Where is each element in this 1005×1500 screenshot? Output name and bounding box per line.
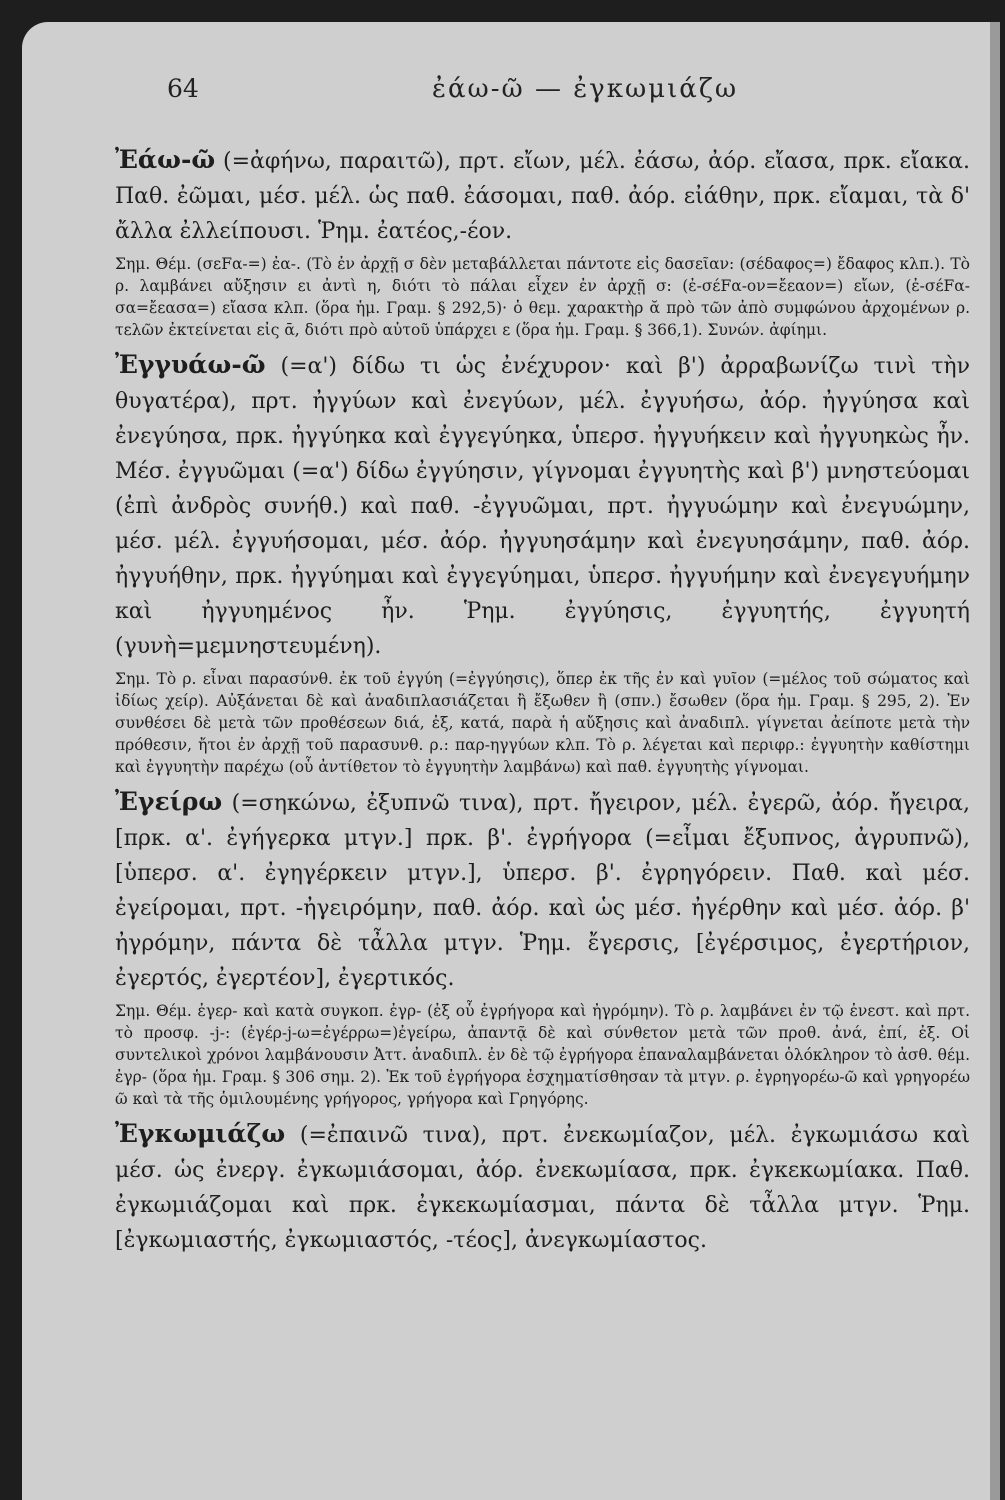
entry-text: (=α') δίδω τι ὡς ἐνέχυρον· καὶ β') ἀρραβωνίζω τινὶ τὴν θυγατέρα), πρτ. ἠγγύων καὶ ἐνεγύων, μέλ. ἐγγυήσω, ἀόρ. ἠγγύησα καὶ ἐνεγύησα, πρκ. ἠγγύηκα καὶ ἐγγεγύηκα, ὑπερσ. ἠγγυήκειν καὶ ἠγγυηκὼς ἦν. Μέσ. ἐγγυῶμαι (=α') δίδω ἐγγύησιν, γίγνομαι ἐγγυητὴς καὶ β') μνηστεύομαι (ἐπὶ ἀνδρὸς συνήθ.) καὶ παθ. -ἐγγυῶμαι, πρτ. ἠγγυώμην καὶ ἐνεγυώμην, μέσ. μέλ. ἐγγυήσομαι, μέσ. ἀόρ. ἠγγυησάμην καὶ ἐνεγυησάμην, παθ. ἀόρ. ἠγγυήθην, πρκ. ἠγγύημαι καὶ ἐγγεγύημαι, ὑπερσ. ἠγγυήμην καὶ ἐνεγεγυήμην καὶ ἠγγυημένος ἦν. Ῥημ. ἐγγύησις, ἐγγυητής, ἐγγυητή (γυνὴ=μεμνηστευμένη).	[115, 354, 970, 659]
running-title: ἐάω-ῶ — ἐγκωμιάζω	[432, 74, 739, 104]
dictionary-body	[115, 142, 970, 1260]
book-page	[22, 22, 1000, 1500]
entry-text: (=σηκώνω, ἐξυπνῶ τινα), πρτ. ἤγειρον, μέλ. ἐγερῶ, ἀόρ. ἤγειρα, [πρκ. α'. ἐγήγερκα μτγν.] πρκ. β'. ἐγρήγορα (=εἶμαι ἔξυπνος, ἀγρυπνῶ), [ὑπερσ. α'. ἐγηγέρκειν μτγν.], ὑπερσ. β'. ἐγρηγόρειν. Παθ. καὶ μέσ. ἐγείρομαι, πρτ. -ἠγειρόμην, παθ. ἀόρ. καὶ ὡς μέσ. ἠγέρθην καὶ μέσ. ἀόρ. β' ἠγρόμην, πάντα δὲ τἆλλα μτγν. Ῥημ. ἔγερσις, [ἐγέρσιμος, ἐγερτήριον, ἐγερτός, ἐγερτέον], ἐγερτικός.	[115, 791, 970, 991]
entry-lemma: Ἐγείρω	[115, 787, 223, 816]
dictionary-entry	[115, 347, 970, 778]
dictionary-entry	[115, 784, 970, 1110]
entry-lemma: Ἐάω-ῶ	[115, 145, 216, 174]
entry-note: Σημ. Τὸ ρ. εἶναι παρασύνθ. ἐκ τοῦ ἐγγύη (=ἐγγύησις), ὅπερ ἐκ τῆς ἐν καὶ γυῖον (=μέλος τοῦ σώματος καὶ ἰδίως χείρ). Αὐξάνεται δὲ καὶ ἀναδιπλασιάζεται ἢ ἔξωθεν ἢ (σπν.) ἔσωθεν (ὅρα ἡμ. Γραμ. § 295, 2). Ἐν συνθέσει δὲ μετὰ τῶν προθέσεων διά, ἐξ, κατά, παρὰ ἡ αὔξησις καὶ ἀναδιπλ. γίγνεται ἀείποτε μετὰ τὴν πρόθεσιν, ἤτοι ἐν ἀρχῇ τοῦ παρασυνθ. ρ.: παρ-ηγγύων κλπ. Τὸ ρ. λέγεται καὶ περιφρ.: ἐγγυητὴν καθίστημι καὶ ἐγγυητὴν παρέχω (οὗ ἀντίθετον τὸ ἐγγυητὴν λαμβάνω) καὶ παθ. ἐγγυητὴς γίγνομαι.	[115, 670, 970, 776]
entry-text: (=ἀφήνω, παραιτῶ), πρτ. εἴων, μέλ. ἐάσω, ἀόρ. εἴασα, πρκ. εἴακα. Παθ. ἐῶμαι, μέσ. μέλ. ὡς παθ. ἐάσομαι, παθ. ἀόρ. εἰάθην, πρκ. εἴαμαι, τὰ δ' ἄλλα ἐλλείπουσι. Ῥημ. ἐατέος,-έον.	[115, 149, 970, 244]
entry-note: Σημ. Θέμ. (σεFα-=) ἐα-. (Τὸ ἐν ἀρχῇ σ δὲν μεταβάλλεται πάντοτε εἰς δασεῖαν: (σέδαφος=) ἔδαφος κλπ.). Τὸ ρ. λαμβάνει αὔξησιν ει ἀντὶ η, διότι τὸ πάλαι εἶχεν ἐν ἀρχῇ σ: (ἐ-σέFα-ον=ἔεαον=) εἴων, (ἐ-σέFα-σα=ἔεασα=) εἴασα κλπ. (ὅρα ἡμ. Γραμ. § 292,5)· ὁ θεμ. χαρακτὴρ ᾰ πρὸ τῶν ἀπὸ συμφώνου ἀρχομένων ρ. τελῶν ἐκτείνεται εἰς ᾱ, διότι πρὸ αὐτοῦ ὑπάρχει ε (ὅρα ἡμ. Γραμ. § 366,1). Συνών. ἀφίημι.	[115, 255, 970, 339]
page-header	[22, 72, 1000, 112]
page-number: 64	[167, 74, 199, 103]
dictionary-entry	[115, 1116, 970, 1258]
entry-lemma: Ἐγκωμιάζω	[115, 1119, 286, 1148]
entry-text: (=ἐπαινῶ τινα), πρτ. ἐνεκωμίαζον, μέλ. ἐγκωμιάσω καὶ μέσ. ὡς ἐνεργ. ἐγκωμιάσομαι, ἀόρ. ἐνεκωμίασα, πρκ. ἐγκεκωμίακα. Παθ. ἐγκωμιάζομαι καὶ πρκ. ἐγκεκωμίασμαι, πάντα δὲ τἆλλα μτγν. Ῥημ. [ἐγκωμιαστής, ἐγκωμιαστός, -τέος], ἀνεγκωμίαστος.	[115, 1123, 970, 1253]
dictionary-entry	[115, 142, 970, 341]
entry-lemma: Ἐγγυάω-ῶ	[115, 350, 266, 379]
entry-note: Σημ. Θέμ. ἐγερ- καὶ κατὰ συγκοπ. ἐγρ- (ἐξ οὗ ἐγρήγορα καὶ ἠγρόμην). Τὸ ρ. λαμβάνει ἐν τῷ ἐνεστ. καὶ πρτ. τὸ προσφ. -j-: (ἐγέρ-j-ω=ἐγέρρω=)ἐγείρω, ἀπαντᾷ δὲ καὶ σύνθετον μετὰ τῶν προθ. ἀνά, ἐπί, ἐξ. Οἱ συντελικοὶ χρόνοι λαμβάνουσιν Ἀττ. ἀναδιπλ. ἐν δὲ τῷ ἐγρήγορα ἐπαναλαμβάνεται ὁλόκληρον τὸ ἀσθ. θέμ. ἐγρ- (ὅρα ἡμ. Γραμ. § 306 σημ. 2). Ἐκ τοῦ ἐγρήγορα ἐσχηματίσθησαν τὰ μτγν. ρ. ἐγρηγορέω-ῶ καὶ γρηγορέω ῶ καὶ τὰ τῆς ὁμιλουμένης γρήγορος, γρήγορα καὶ Γρηγόρης.	[115, 1002, 970, 1108]
